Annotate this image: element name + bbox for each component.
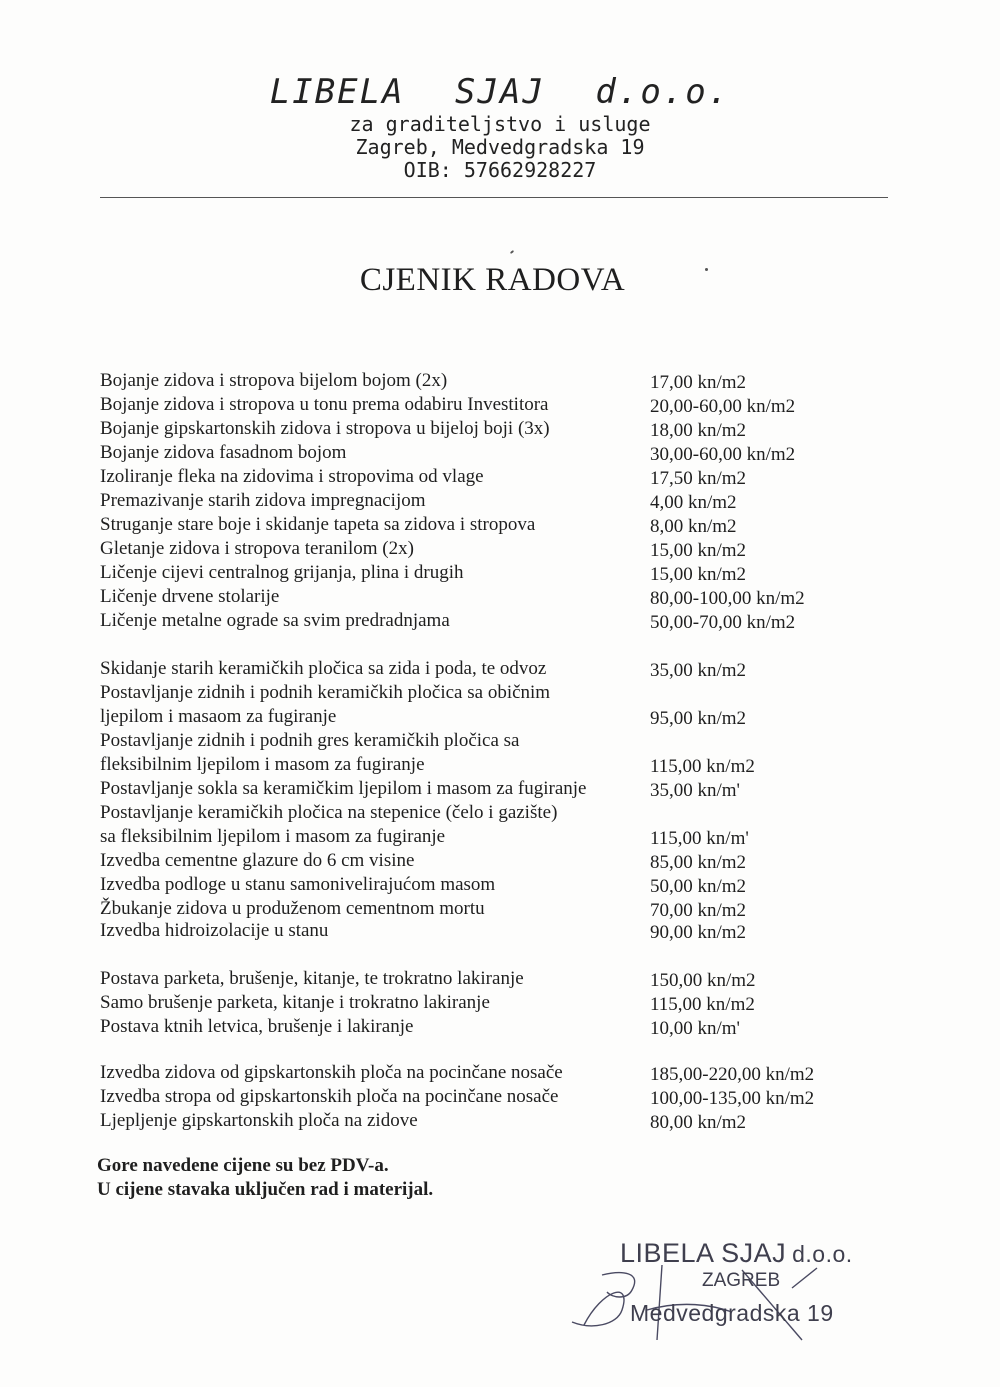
item-description: Postavljanje zidnih i podnih keramičkih pločica sa običnim (100, 682, 551, 703)
item-price: 100,00-135,00 kn/m2 (650, 1088, 815, 1109)
item-price: 35,00 kn/m2 (650, 660, 747, 681)
company-oib: OIB: 57662928227 (403, 158, 597, 182)
item-description: sa fleksibilnim ljepilom i masom za fugiranje (100, 826, 446, 847)
item-price: 185,00-220,00 kn/m2 (650, 1064, 815, 1085)
item-price: 17,50 kn/m2 (650, 468, 747, 489)
company-name: LIBELA SJAJ d.o.o. (269, 72, 731, 112)
speck (705, 268, 708, 271)
item-price: 90,00 kn/m2 (650, 922, 747, 943)
item-description: Ljepljenje gipskartonskih ploča na zidove (100, 1110, 418, 1131)
item-price: 95,00 kn/m2 (650, 708, 747, 729)
item-description: Postava parketa, brušenje, kitanje, te trokratno lakiranje (100, 968, 524, 989)
item-description: Ličenje drvene stolarije (100, 586, 280, 607)
company-stamp (562, 1230, 882, 1350)
item-price: 4,00 kn/m2 (650, 492, 737, 513)
item-price: 70,00 kn/m2 (650, 900, 747, 921)
item-description: ljepilom i masaom za fugiranje (100, 706, 337, 727)
item-description: Bojanje zidova i stropova bijelom bojom (2x) (100, 370, 448, 391)
item-description: Izvedba cementne glazure do 6 cm visine (100, 850, 415, 871)
item-description: Skidanje starih keramičkih pločica sa zida i poda, te odvoz (100, 658, 547, 679)
company-info (0, 113, 1000, 182)
item-price: 8,00 kn/m2 (650, 516, 737, 537)
item-price: 18,00 kn/m2 (650, 420, 747, 441)
item-description: Bojanje zidova fasadnom bojom (100, 442, 347, 463)
item-price: 150,00 kn/m2 (650, 970, 756, 991)
item-price: 50,00-70,00 kn/m2 (650, 612, 796, 633)
item-price: 85,00 kn/m2 (650, 852, 747, 873)
item-description: Samo brušenje parketa, kitanje i trokratno lakiranje (100, 992, 490, 1013)
item-description: Bojanje gipskartonskih zidova i stropova u bijeloj boji (3x) (100, 418, 550, 439)
note-vat: Gore navedene cijene su bez PDV-a. (97, 1155, 389, 1176)
item-price: 10,00 kn/m' (650, 1018, 740, 1039)
item-price: 80,00-100,00 kn/m2 (650, 588, 805, 609)
item-description: Gletanje zidova i stropova teranilom (2x) (100, 538, 414, 559)
item-price: 115,00 kn/m' (650, 828, 749, 849)
item-price: 35,00 kn/m' (650, 780, 740, 801)
item-price: 80,00 kn/m2 (650, 1112, 747, 1133)
item-description: Ličenje cijevi centralnog grijanja, plina i drugih (100, 562, 464, 583)
item-price: 30,00-60,00 kn/m2 (650, 444, 796, 465)
item-description: Bojanje zidova i stropova u tonu prema odabiru Investitora (100, 394, 549, 415)
item-description: Postavljanje sokla sa keramičkim ljepilom i masom za fugiranje (100, 778, 587, 799)
notes (97, 1154, 433, 1202)
item-price: 50,00 kn/m2 (650, 876, 747, 897)
item-price: 115,00 kn/m2 (650, 756, 755, 777)
item-price: 20,00-60,00 kn/m2 (650, 396, 796, 417)
item-price: 17,00 kn/m2 (650, 372, 747, 393)
item-price: 15,00 kn/m2 (650, 564, 747, 585)
item-description: Postavljanje zidnih i podnih gres keramičkih pločica sa (100, 730, 520, 751)
header-divider (100, 197, 888, 198)
item-description: Izoliranje fleka na zidovima i stropovima od vlage (100, 466, 484, 487)
item-description: Struganje stare boje i skidanje tapeta sa zidova i stropova (100, 514, 536, 535)
stamp-line-1: LIBELA SJAJ d.o.o. (620, 1238, 853, 1268)
item-description: Postavljanje keramičkih pločica na stepenice (čelo i gazište) (100, 802, 558, 823)
item-price: 15,00 kn/m2 (650, 540, 747, 561)
stamp-line-3: Medvedgradska 19 (630, 1300, 834, 1326)
item-description: Izvedba zidova od gipskartonskih ploča na pocinčane nosače (100, 1062, 563, 1083)
item-description: Izvedba hidroizolacije u stanu (100, 920, 329, 941)
note-included: U cijene stavaka uključen rad i materijal. (97, 1179, 434, 1200)
speck (510, 250, 514, 254)
company-activity: za graditeljstvo i usluge (349, 112, 651, 136)
item-description: Izvedba podloge u stanu samonivelirajućom masom (100, 874, 496, 895)
item-description: Postava ktnih letvica, brušenje i lakiranje (100, 1016, 414, 1037)
item-price: 115,00 kn/m2 (650, 994, 755, 1015)
item-description: fleksibilnim ljepilom i masom za fugiranje (100, 754, 425, 775)
stamp-line-2: ZAGREB (702, 1270, 781, 1291)
item-description: Ličenje metalne ograde sa svim predradnjama (100, 610, 450, 631)
page-title: CJENIK RADOVA (359, 262, 626, 298)
item-description: Premazivanje starih zidova impregnacijom (100, 490, 426, 511)
company-address: Zagreb, Medvedgradska 19 (355, 135, 645, 159)
item-description: Izvedba stropa od gipskartonskih ploča na pocinčane nosače (100, 1086, 559, 1107)
item-description: Žbukanje zidova u produženom cementnom mortu (100, 898, 485, 919)
